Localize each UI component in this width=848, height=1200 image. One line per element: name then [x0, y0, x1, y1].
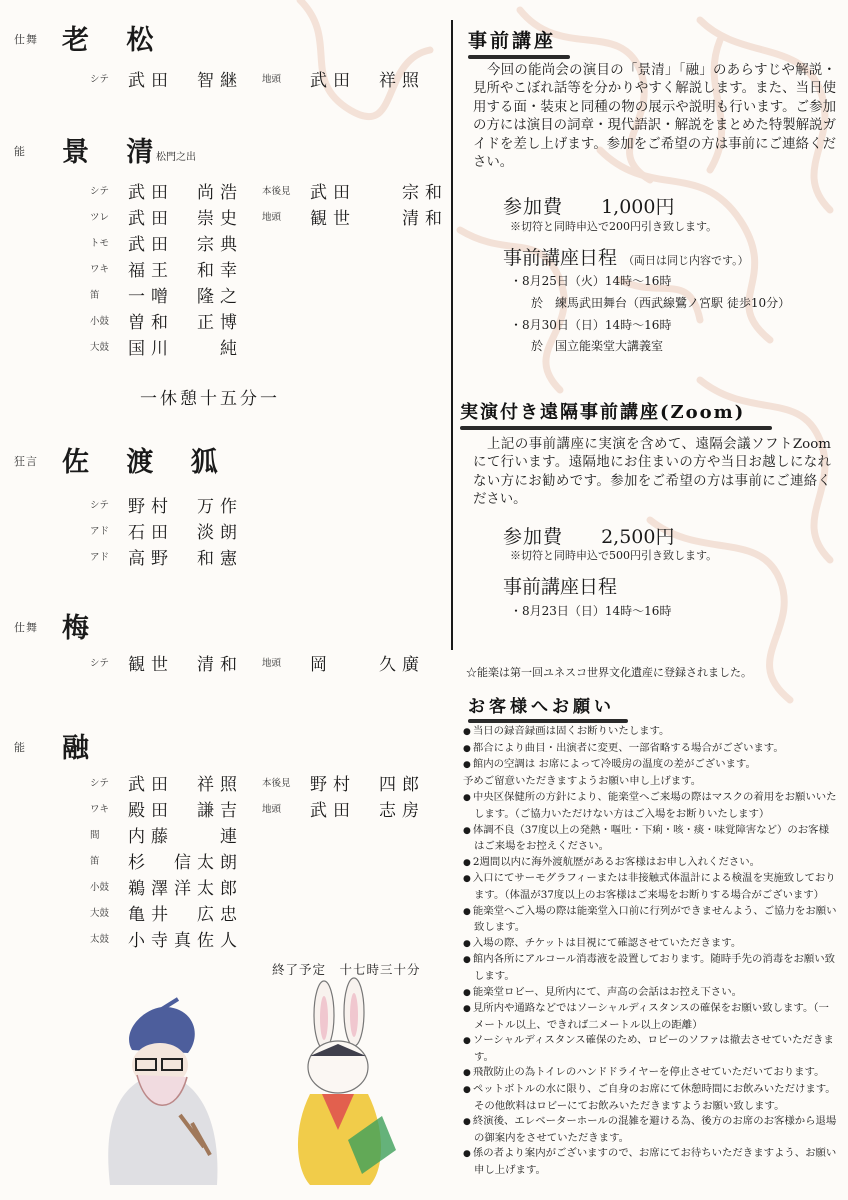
notice-item: ● 館内各所にアルコール消毒液を設置しております。随時手先の消毒をお願い致します。 — [463, 952, 838, 984]
cast-role: アド — [90, 552, 110, 563]
program-genre: 能 — [14, 145, 26, 158]
cast-name: 鵜澤洋太郎 — [128, 879, 243, 899]
cast-name: 武田 祥照 — [310, 71, 425, 91]
cast-name: 亀井 広忠 — [128, 905, 243, 925]
column-divider — [451, 20, 453, 650]
cast-name: 武田 祥照 — [128, 775, 243, 795]
cast-row — [90, 926, 450, 951]
cast-name: 武田 智継 — [128, 71, 243, 91]
program-title: 融 — [62, 733, 103, 764]
zoom-heading-text: 実演付き遠隔事前講座(Zoom) — [460, 402, 746, 423]
program-subtitle: 松門之出 — [156, 152, 196, 163]
cast-name: 内藤 連 — [128, 827, 243, 847]
cast-row — [90, 900, 450, 925]
cast-role: 地頭 — [262, 804, 282, 815]
unesco-note: ☆能楽は第一回ユネスコ世界文化遺産に登録されました。 — [466, 666, 752, 679]
cast-name: 武田 宗典 — [128, 235, 243, 255]
notice-item: ● 2週間以内に海外渡航歴があるお客様はお申し入れください。 — [463, 855, 838, 872]
cast-role: 小鼓 — [90, 316, 110, 327]
zoom-fee-note: ※切符と同時申込で500円引き致します。 — [510, 549, 718, 562]
cast-name: 杉 信太朗 — [128, 853, 243, 873]
cast-name: 石田 淡朗 — [128, 523, 243, 543]
cast-name: 観世 清和 — [310, 209, 448, 229]
lecture-fee-label: 参加費 — [503, 196, 564, 218]
notice-item: ● 中央区保健所の方針により、能楽堂へご来場の際はマスクの着用をお願いいたします。（ご協力いただけない方はご入場をお断りいたします） — [463, 790, 838, 822]
program-genre: 能 — [14, 741, 26, 754]
cast-row — [90, 544, 450, 569]
cast-role: 間 — [90, 830, 100, 841]
zoom-fee-label: 参加費 — [503, 526, 564, 548]
cast-role: 太鼓 — [90, 934, 110, 945]
zoom-date: ・8月23日（日）14時～16時 — [510, 604, 672, 618]
cast-name: 一噌 隆之 — [128, 287, 243, 307]
intermission: 一休憩十五分一 — [140, 389, 280, 409]
cast-name: 岡 久廣 — [310, 655, 425, 675]
cast-name: 野村 四郎 — [310, 775, 425, 795]
cast-name: 小寺真佐人 — [128, 931, 243, 951]
zoom-body: 上記の事前講座に実演を含めて、遠隔会議ソフトZoomにて行います。遠隔地にお住まいの方や当日お越しになれない方にお勧めです。参加をご希望の方は事前にご連絡ください。 — [473, 437, 831, 508]
lecture-date-2: ・8月30日（日）14時～16時 — [510, 318, 672, 332]
cast-role: アド — [90, 526, 110, 537]
program-genre: 狂言 — [14, 455, 38, 468]
cast-name: 福王 和幸 — [128, 261, 243, 281]
notice-item: ● 飛散防止の為トイレのハンドドライヤーを停止させていただいております。 — [463, 1065, 838, 1082]
lecture-fee — [503, 192, 674, 219]
cast-role: ワキ — [90, 804, 110, 815]
cast-name: 高野 和憲 — [128, 549, 243, 569]
cast-row — [90, 256, 450, 281]
notice-list — [463, 724, 838, 1179]
cast-name: 曽和 正博 — [128, 313, 243, 333]
notice-item: ● 都合により曲目・出演者に変更、一部省略する場合がございます。 — [463, 741, 838, 758]
cast-row — [90, 66, 450, 91]
lecture-heading-text: 事前講座 — [468, 30, 557, 52]
lecture-schedule-note: （両日は同じ内容です。） — [623, 254, 749, 267]
cast-row — [90, 874, 450, 899]
cast-role: 地頭 — [262, 212, 282, 223]
cast-name: 武田 宗和 — [310, 183, 448, 203]
cast-role: 大鼓 — [90, 342, 110, 353]
lecture-place-2: 於 国立能楽堂大講義室 — [531, 339, 664, 353]
notice-item: ● ソーシャルディスタンス確保のため、ロビーのソファは撤去させていただきます。 — [463, 1033, 838, 1065]
cast-row — [90, 518, 450, 543]
notice-item: ● 係の者より案内がございますので、お席にてお待ちいただきますよう、お願い申し上げます。 — [463, 1146, 838, 1178]
program-title: 佐 渡 狐 — [62, 447, 232, 478]
cast-name: 観世 清和 — [128, 655, 243, 675]
cast-name: 野村 万作 — [128, 497, 243, 517]
lecture-place-1: 於 練馬武田舞台（西武線鷺ノ宮駅 徒歩10分） — [531, 296, 791, 310]
program-genre: 仕舞 — [14, 33, 38, 46]
notice-heading-text: お客様へお願い — [468, 697, 615, 717]
cast-row — [90, 178, 450, 203]
cast-row — [90, 770, 450, 795]
program-title: 景 清 — [62, 137, 168, 168]
character-illustration-rabbit — [282, 970, 412, 1195]
cast-row — [90, 492, 450, 517]
cast-role: 笛 — [90, 856, 100, 867]
program-title: 梅 — [62, 613, 103, 644]
lecture-heading — [468, 26, 570, 59]
notice-item: ● ペットボトルの水に限り、ご自身のお席にて休憩時間にお飲みいただけます。その他飲料はロビーにてお飲みいただきますようお願い致します。 — [463, 1082, 838, 1114]
notice-item: ● 体調不良（37度以上の発熱・嘔吐・下痢・咳・痰・味覚障害など）のお客様はご来場をお控えください。 — [463, 823, 838, 855]
cast-role: 笛 — [90, 290, 100, 301]
notice-item: ● 終演後、エレベーターホールの混雑を避ける為、後方のお席のお客様から退場の御案内をさせていただきます。 — [463, 1114, 838, 1146]
cast-row — [90, 848, 450, 873]
notice-item: ● 能楽堂へご入場の際は能楽堂入口前に行列ができませんよう、ご協力をお願い致します。 — [463, 904, 838, 936]
program-title: 老 松 — [62, 25, 168, 56]
notice-heading — [468, 692, 628, 723]
program-genre: 仕舞 — [14, 621, 38, 634]
cast-role: 地頭 — [262, 74, 282, 85]
lecture-fee-note: ※切符と同時申込で200円引き致します。 — [510, 220, 718, 233]
notice-item: ● 館内の空調は お席によって冷暖房の温度の差がございます。 — [463, 757, 838, 774]
cast-role: ツレ — [90, 212, 110, 223]
cast-role: シテ — [90, 74, 110, 85]
cast-row — [90, 230, 450, 255]
cast-role: 地頭 — [262, 658, 282, 669]
cast-name: 殿田 謙吉 — [128, 801, 243, 821]
lecture-body: 今回の能尚会の演目の「景清」「融」のあらすじや解説・見所やこぼれ話等を分かりやすく解説します。また、当日使用する面・装束と同種の物の展示や説明も行います。ご参加の方には演目の詞章・現代語訳・解説をまとめた特製解説ガイドを差し上げます。参加をご希望の方は事前にご連絡ください。 — [473, 63, 836, 171]
notice-item: ● 当日の録音録画は固くお断りいたします。 — [463, 724, 838, 741]
cast-row — [90, 334, 450, 359]
lecture-fee-amount: 1,000円 — [601, 196, 675, 218]
zoom-fee-amount: 2,500円 — [601, 526, 675, 548]
cast-role: シテ — [90, 500, 110, 511]
lecture-schedule-heading — [503, 243, 749, 270]
notice-item: ● 見所内や通路などではソーシャルディスタンスの確保をお願い致します。（一メートル以上、できれば二メートル以上の距離） — [463, 1001, 838, 1033]
lecture-schedule-title: 事前講座日程 — [503, 247, 618, 269]
zoom-heading-underline — [460, 426, 772, 430]
cast-row — [90, 204, 450, 229]
notice-item: ● 入口にてサーモグラフィーまたは非接触式体温計による検温を実施致しております。（体温が37度以上のお客様はご来場をお断りする場合がございます） — [463, 871, 838, 903]
cast-row — [90, 282, 450, 307]
zoom-fee — [503, 522, 674, 549]
lecture-heading-underline — [468, 55, 570, 59]
cast-name: 武田 志房 — [310, 801, 425, 821]
cast-role: シテ — [90, 658, 110, 669]
cast-name: 武田 崇史 — [128, 209, 243, 229]
cast-row — [90, 308, 450, 333]
cast-name: 国川 純 — [128, 339, 243, 359]
cast-row — [90, 650, 450, 675]
cast-role: 大鼓 — [90, 908, 110, 919]
cast-role: トモ — [90, 238, 110, 249]
cast-role: ワキ — [90, 264, 110, 275]
notice-heading-underline — [468, 719, 628, 723]
cast-role: シテ — [90, 186, 110, 197]
zoom-schedule-heading: 事前講座日程 — [503, 576, 618, 598]
notice-item: 予めご留意いただきますようお願い申し上げます。 — [463, 774, 702, 787]
lecture-date-1: ・8月25日（火）14時～16時 — [510, 274, 672, 288]
cast-role: 小鼓 — [90, 882, 110, 893]
character-illustration-old-man — [92, 995, 232, 1190]
notice-item: ● 能楽堂ロビー、見所内にて、声高の会話はお控え下さい。 — [463, 985, 838, 1002]
cast-name: 武田 尚浩 — [128, 183, 243, 203]
cast-row — [90, 822, 450, 847]
cast-role: 本後見 — [262, 186, 291, 197]
cast-role: 本後見 — [262, 778, 291, 789]
end-time: 終了予定 十七時三十分 — [272, 962, 421, 977]
notice-item: ● 入場の際、チケットは目視にて確認させていただきます。 — [463, 936, 838, 953]
zoom-heading — [460, 398, 772, 430]
cast-role: シテ — [90, 778, 110, 789]
cast-row — [90, 796, 450, 821]
